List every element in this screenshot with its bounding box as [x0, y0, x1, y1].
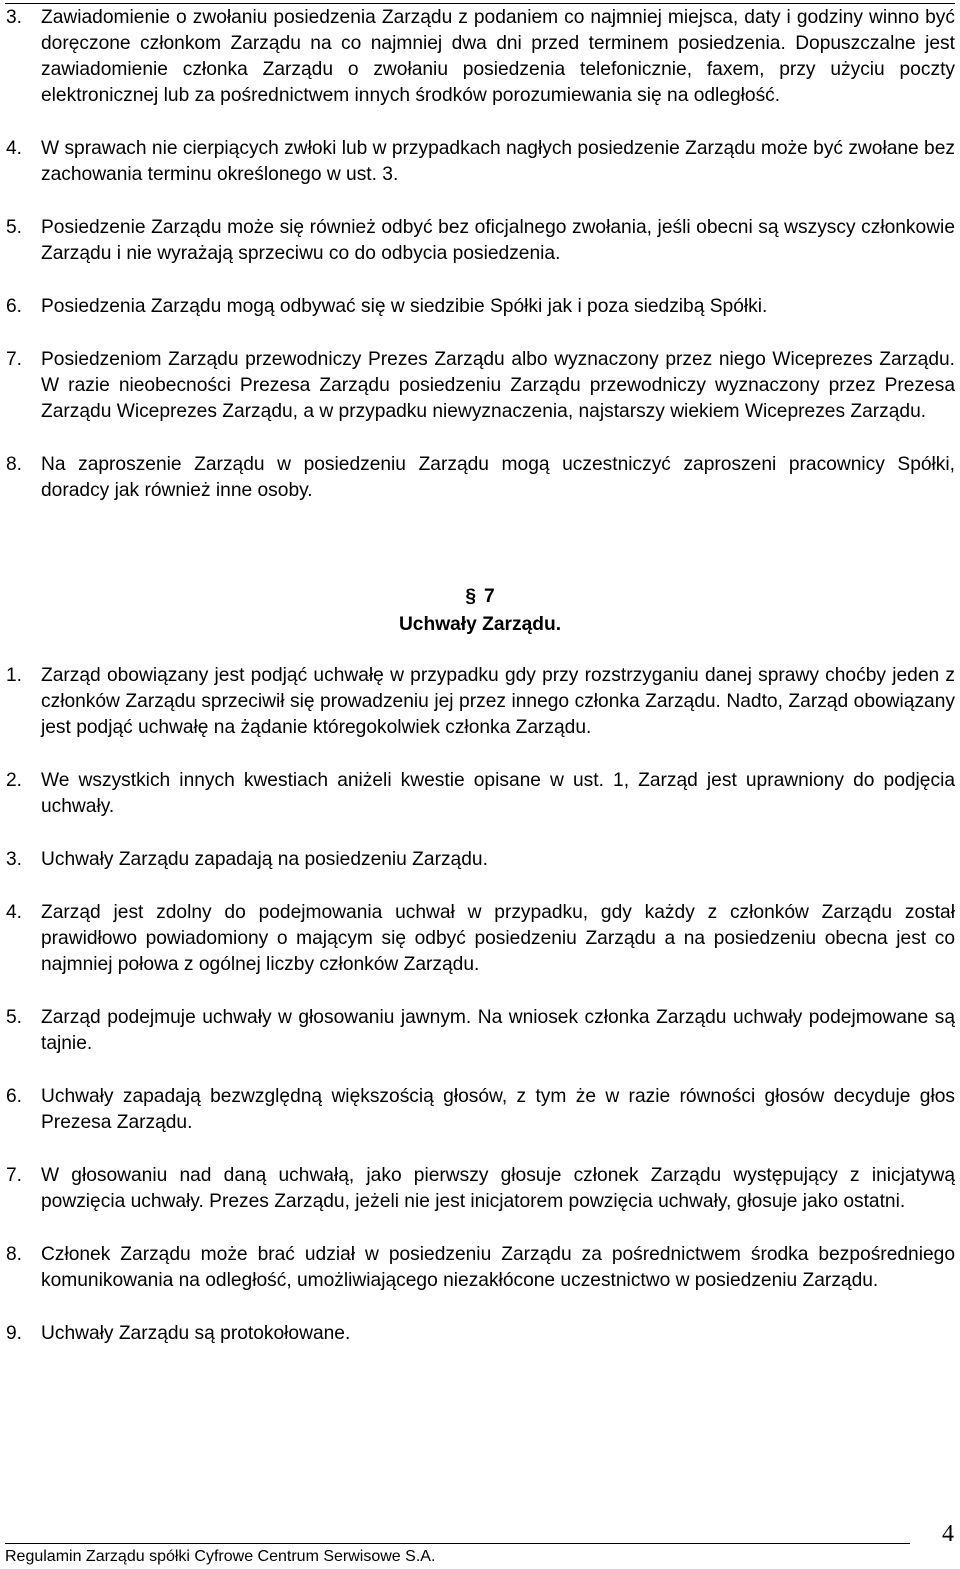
list-item	[0, 347, 960, 425]
list-item	[0, 452, 960, 504]
footer-rule	[5, 1543, 910, 1544]
list-item	[0, 5, 960, 109]
list-item	[0, 847, 960, 873]
header-rule	[5, 3, 955, 4]
item-number: 5.	[6, 217, 23, 238]
document-body	[0, 5, 960, 1347]
item-text: Zarząd podejmuje uchwały w głosowaniu jawnym. Na wniosek członka Zarządu uchwały podejmowane są tajnie.	[41, 1007, 955, 1054]
item-number: 7.	[6, 349, 23, 370]
item-number: 6.	[6, 1086, 23, 1107]
item-text: Posiedzenie Zarządu może się również odbyć bez oficjalnego zwołania, jeśli obecni są wszyscy członkowie Zarządu i nie wyrażają sprzeciwu co do odbycia posiedzenia.	[41, 217, 955, 264]
item-text: Na zaproszenie Zarządu w posiedzeniu Zarządu mogą uczestniczyć zaproszeni pracownicy Spółki, doradcy jak również inne osoby.	[41, 454, 955, 501]
item-number: 5.	[6, 1007, 23, 1028]
item-number: 9.	[6, 1323, 23, 1344]
list-item	[0, 663, 960, 741]
section-title: Uchwały Zarządu.	[398, 614, 562, 635]
item-number: 3.	[6, 7, 23, 28]
section-sign: §	[465, 586, 476, 607]
item-text: W sprawach nie cierpiących zwłoki lub w przypadkach nagłych posiedzenie Zarządu może być zwołane bez zachowania terminu określonego w ust. 3.	[41, 138, 955, 185]
item-text: Posiedzeniom Zarządu przewodniczy Prezes Zarządu albo wyznaczony przez niego Wiceprezes Zarządu. W razie nieobecności Prezesa Zarządu posiedzeniu Zarządu przewodniczy wyznaczony przez Prezesa Zarządu Wiceprezes Zarządu, a w przypadku niewyznaczenia, najstarszy wiekiem Wiceprezes Zarządu.	[41, 349, 955, 422]
item-text: Uchwały Zarządu zapadają na posiedzeniu Zarządu.	[41, 849, 488, 870]
list-item	[0, 1084, 960, 1136]
list-item	[0, 768, 960, 820]
item-text: Uchwały zapadają bezwzględną większością głosów, z tym że w razie równości głosów decyduje głos Prezesa Zarządu.	[41, 1086, 955, 1133]
item-text: Zawiadomienie o zwołaniu posiedzenia Zarządu z podaniem co najmniej miejsca, daty i godziny winno być doręczone członkom Zarządu na co najmniej dwa dni przed terminem posiedzenia. Dopuszczalne jest zawiadomienie członka Zarządu o zwołaniu posiedzenia telefonicznie, faxem, przy użyciu poczty elektronicznej lub za pośrednictwem innych środków porozumiewania się na odległość.	[41, 7, 955, 106]
list-item	[0, 136, 960, 188]
list-item	[0, 215, 960, 267]
item-number: 4.	[6, 902, 23, 923]
item-number: 8.	[6, 1244, 23, 1265]
item-number: 2.	[6, 770, 23, 791]
item-text: Posiedzenia Zarządu mogą odbywać się w siedzibie Spółki jak i poza siedzibą Spółki.	[41, 296, 768, 317]
list-item	[0, 1242, 960, 1294]
item-number: 1.	[6, 665, 23, 686]
list-item	[0, 1163, 960, 1215]
list-item	[0, 900, 960, 978]
footer-text: Regulamin Zarządu spółki Cyfrowe Centrum Serwisowe S.A.	[5, 1548, 436, 1565]
list-item	[0, 294, 960, 320]
section-number: 7	[484, 586, 495, 607]
item-number: 6.	[6, 296, 23, 317]
item-text: Zarząd obowiązany jest podjąć uchwałę w przypadku gdy przy rozstrzyganiu danej sprawy choćby jeden z członków Zarządu sprzeciwił się prowadzeniu jej przez innego członka Zarządu. Nadto, Zarząd obowiązany jest podjąć uchwałę na żądanie któregokolwiek członka Zarządu.	[41, 665, 955, 738]
page-number: 4	[942, 1521, 954, 1547]
item-text: W głosowaniu nad daną uchwałą, jako pierwszy głosuje członek Zarządu występujący z inicjatywą powzięcia uchwały. Prezes Zarządu, jeżeli nie jest inicjatorem powzięcia uchwały, głosuje jako ostatni.	[41, 1165, 955, 1212]
section-heading	[0, 583, 960, 639]
item-text: Członek Zarządu może brać udział w posiedzeniu Zarządu za pośrednictwem środka bezpośredniego komunikowania na odległość, umożliwiającego niezakłócone uczestnictwo w posiedzeniu Zarządu.	[41, 1244, 955, 1291]
item-number: 3.	[6, 849, 23, 870]
list-item	[0, 1005, 960, 1057]
list-item	[0, 1321, 960, 1347]
item-text: Zarząd jest zdolny do podejmowania uchwał w przypadku, gdy każdy z członków Zarządu został prawidłowo powiadomiony o mającym się odbyć posiedzeniu Zarządu a na posiedzeniu obecna jest co najmniej połowa z ogólnej liczby członków Zarządu.	[41, 902, 955, 975]
item-number: 4.	[6, 138, 23, 159]
item-number: 7.	[6, 1165, 23, 1186]
item-text: Uchwały Zarządu są protokołowane.	[41, 1323, 351, 1344]
item-text: We wszystkich innych kwestiach aniżeli kwestie opisane w ust. 1, Zarząd jest uprawniony do podjęcia uchwały.	[41, 770, 955, 817]
item-number: 8.	[6, 454, 23, 475]
